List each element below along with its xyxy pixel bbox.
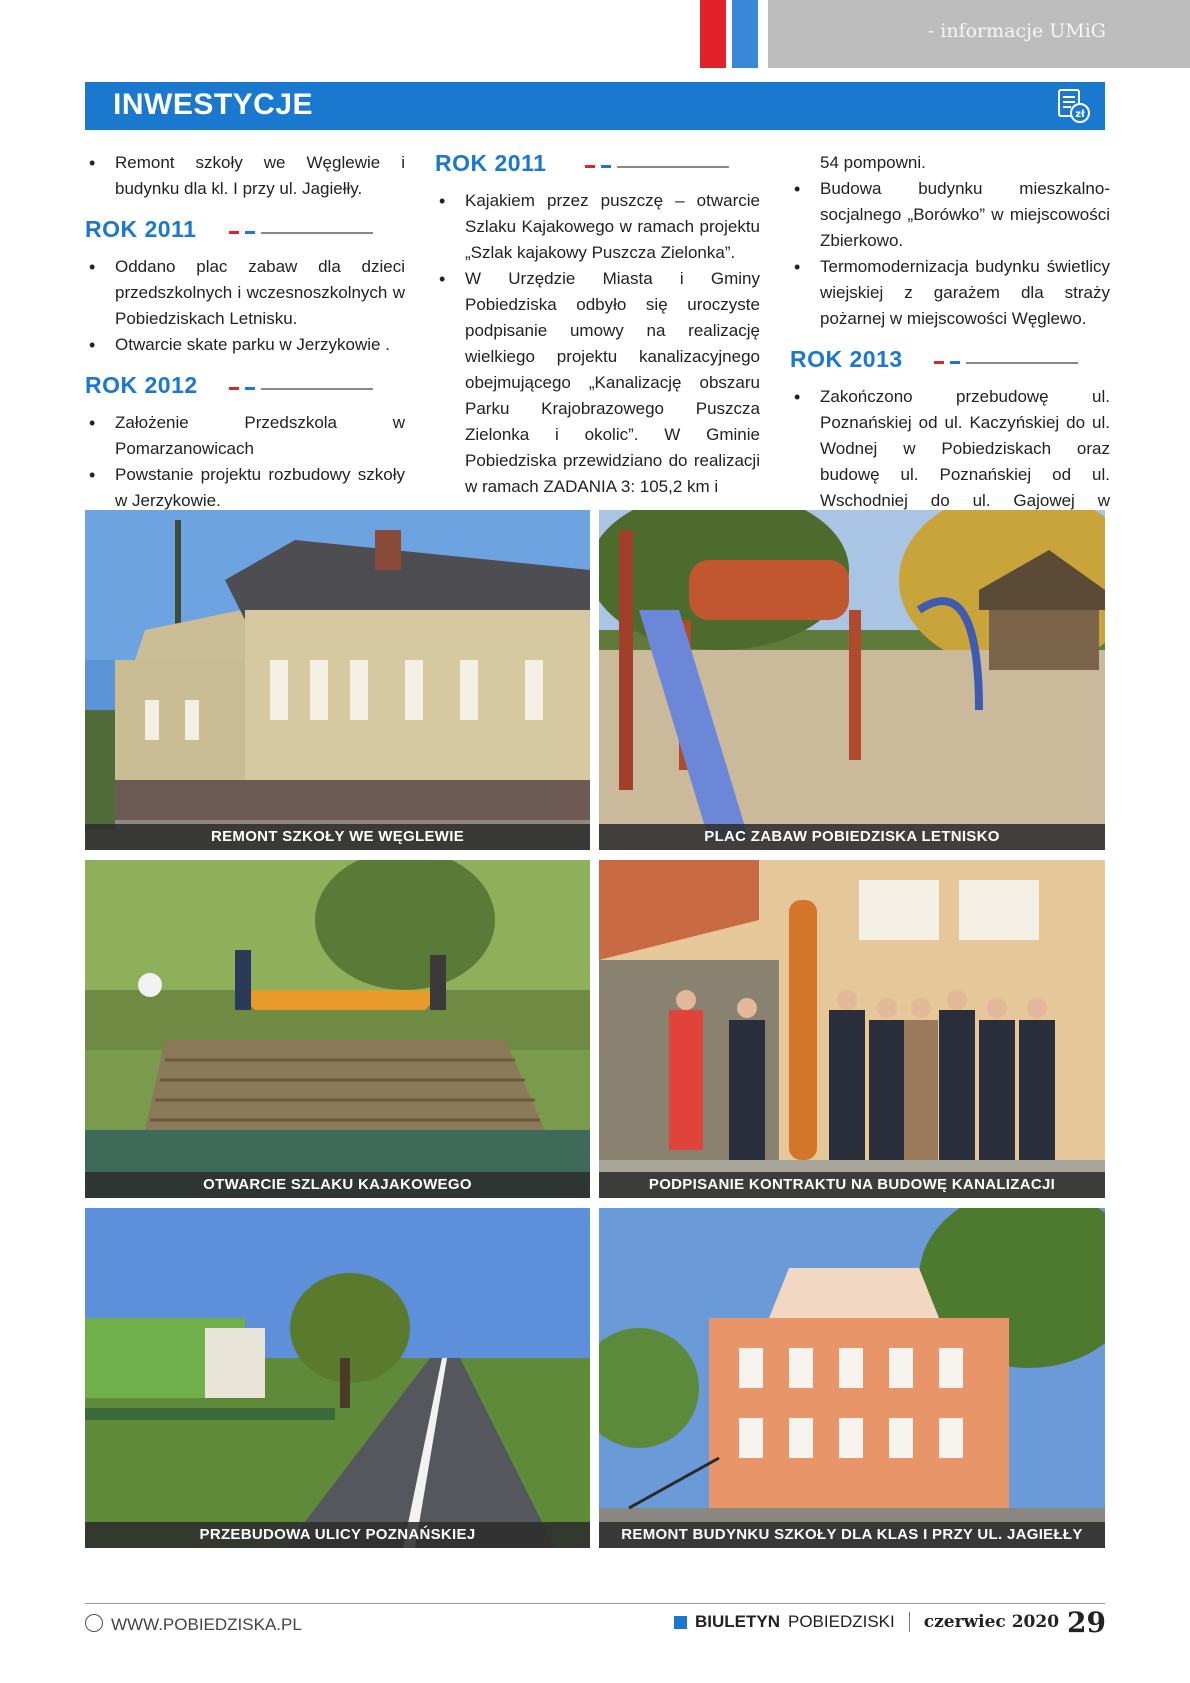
photo-school-jagielly — [599, 1208, 1105, 1548]
text-column-2 — [435, 146, 760, 500]
school-jagielly-image — [599, 1208, 1105, 1548]
photo-caption: REMONT SZKOŁY WE WĘGLEWIE — [85, 824, 590, 850]
footer-separator — [909, 1612, 910, 1632]
page-title: INWESTYCJE — [113, 88, 314, 121]
list-item: • Kajakiem przez puszczę – otwarcie Szlaku Kajakowego w ramach projektu „Szlak kajakowy Puszcza Zielonka”. — [435, 188, 760, 266]
list-2011 — [85, 254, 405, 358]
year-heading: ROK 2011 — [435, 146, 760, 182]
kayak-trail-image — [85, 860, 590, 1198]
list-2012 — [85, 410, 405, 514]
photo-poznanska-street — [85, 1208, 590, 1548]
footer-divider — [85, 1603, 1105, 1604]
year-heading: ROK 2011 — [85, 212, 405, 248]
photo-playground — [599, 510, 1105, 850]
photo-kayak-trail — [85, 860, 590, 1198]
page-number: 29 — [1067, 1605, 1106, 1639]
school-building-image — [85, 510, 590, 850]
list-item: • Założenie Przedszkola w Pomarzanowicach — [85, 410, 405, 462]
list-item: • Budowa budynku mieszkalno-socjalnego „Borówko” w miejscowości Zbierkowo. — [790, 176, 1110, 254]
list-item: • Otwarcie skate parku w Jerzykowie . — [85, 332, 405, 358]
photo-caption: PLAC ZABAW POBIEDZISKA LETNISKO — [599, 824, 1105, 850]
photo-caption: REMONT BUDYNKU SZKOŁY DLA KLAS I PRZY UL. JAGIEŁŁY — [599, 1522, 1105, 1548]
money-document-icon — [1053, 86, 1093, 126]
brand-light: POBIEDZISKI — [788, 1612, 895, 1631]
brand-bold: BIULETYN — [695, 1612, 780, 1631]
photo-caption: PRZEBUDOWA ULICY POZNAŃSKIEJ — [85, 1522, 590, 1548]
svg-text:zł: zł — [1075, 109, 1085, 120]
text-column-1 — [85, 150, 405, 514]
list-item: • Zakończono przebudowę ul. Poznańskiej od ul. Kaczyńskiej do ul. Wodnej w Pobiedziskach oraz budowę ul. Poznańskiej od ul. Wschodniej do ul. Gajowej w — [790, 384, 1110, 540]
continuation-text: 54 pompowni. — [820, 153, 926, 172]
list-item: • Termomodernizacja budynku świetlicy wiejskiej z garażem dla straży pożarnej w miejscowości Węglewo. — [790, 254, 1110, 332]
list-item: • Powstanie projektu rozbudowy szkoły w Jerzykowie. — [85, 462, 405, 514]
section-tag: - informacje UMiG — [927, 20, 1106, 42]
list-col3-top — [790, 176, 1110, 332]
photo-caption: OTWARCIE SZLAKU KAJAKOWEGO — [85, 1172, 590, 1198]
photo-caption: PODPISANIE KONTRAKTU NA BUDOWĘ KANALIZACJI — [599, 1172, 1105, 1198]
section-title-bar — [85, 82, 1105, 130]
issue-date: czerwiec 2020 — [923, 1612, 1060, 1632]
text-column-3 — [790, 150, 1110, 540]
list-item: • Oddano plac zabaw dla dzieci przedszkolnych i wczesnoszkolnych w Pobiedziskach Letnisku. — [85, 254, 405, 332]
brand-square-icon — [674, 1616, 687, 1629]
list-item: • Remont szkoły we Węglewie i budynku dla kl. I przy ul. Jagiełły. — [85, 150, 405, 202]
footer-url[interactable]: WWW.POBIEDZISKA.PL — [85, 1614, 302, 1635]
year-heading: ROK 2013 — [790, 342, 1110, 378]
header-red-stripe — [700, 0, 726, 68]
playground-image — [599, 510, 1105, 850]
footer-brand — [674, 1607, 1106, 1637]
globe-icon — [85, 1614, 103, 1632]
list-item: • W Urzędzie Miasta i Gminy Pobiedziska odbyło się uroczyste podpisanie umowy na realizację wielkiego projektu kanalizacyjnego obejmującego „Kanalizację obszaru Parku Krajobrazowego Puszcza Zielonka i okolic”. W Gminie Pobiedziska przewidziano do realizacji w ramach ZADANIA 3: 105,2 km i — [435, 266, 760, 500]
header-blue-stripe — [732, 0, 758, 68]
photo-school-weglewo — [85, 510, 590, 850]
year-heading: ROK 2012 — [85, 368, 405, 404]
list-top — [85, 150, 405, 202]
contract-signing-image — [599, 860, 1105, 1198]
road-image — [85, 1208, 590, 1548]
photo-contract-signing — [599, 860, 1105, 1198]
list-2011-col2 — [435, 188, 760, 500]
